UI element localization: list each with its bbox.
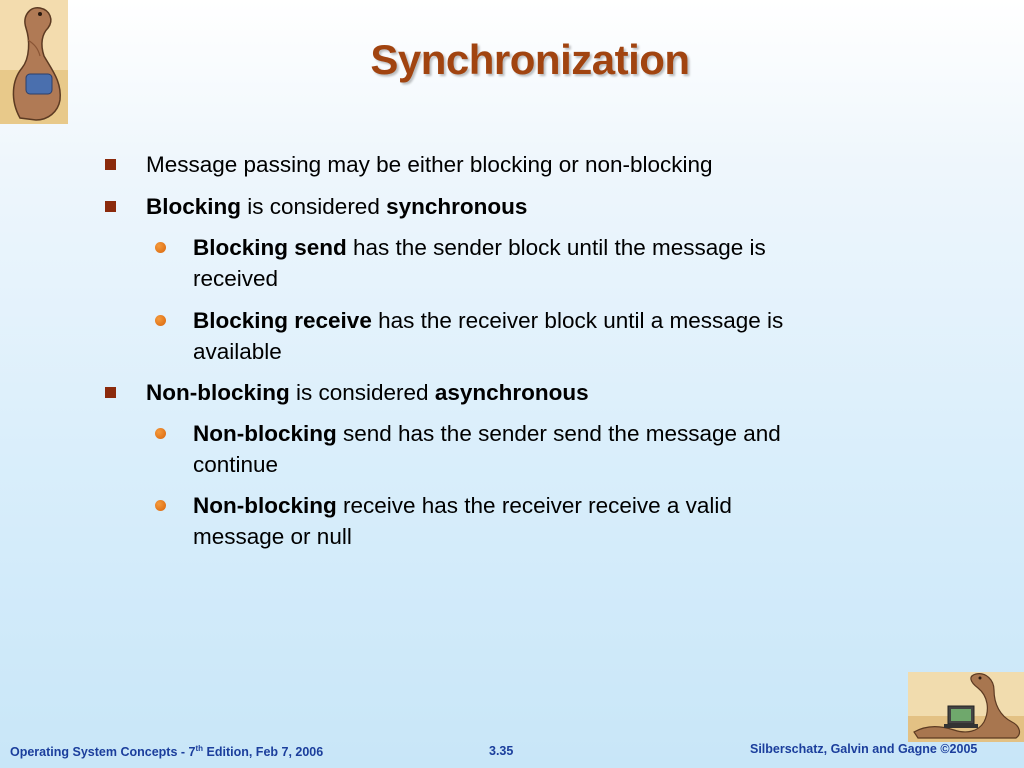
sub-bullet-item: Blocking send has the sender block until the message is received [193,235,766,291]
bullet-item: Message passing may be either blocking or non-blocking [146,152,713,177]
bullet-item: Blocking is considered synchronous [146,194,528,219]
round-bullet-icon [155,242,166,253]
round-bullet-icon [155,315,166,326]
footer-right: Silberschatz, Galvin and Gagne ©2005 [750,742,978,756]
square-bullet-icon [105,387,116,398]
round-bullet-icon [155,500,166,511]
sub-bullet-item: Non-blocking send has the sender send the message and continue [193,421,781,477]
footer-left: Operating System Concepts - 7th Edition, Feb 7, 2006 [10,744,324,760]
page-number: 3.35 [489,744,514,758]
square-bullet-icon [105,159,116,170]
slide-title: Synchronization [370,36,690,83]
square-bullet-icon [105,201,116,212]
sub-bullet-item: Non-blocking receive has the receiver receive a valid message or null [193,493,732,549]
sub-bullet-item: Blocking receive has the receiver block until a message is available [193,308,784,364]
round-bullet-icon [155,428,166,439]
bullet-item: Non-blocking is considered asynchronous [146,380,589,405]
dinosaur-laptop-icon [908,672,1024,742]
